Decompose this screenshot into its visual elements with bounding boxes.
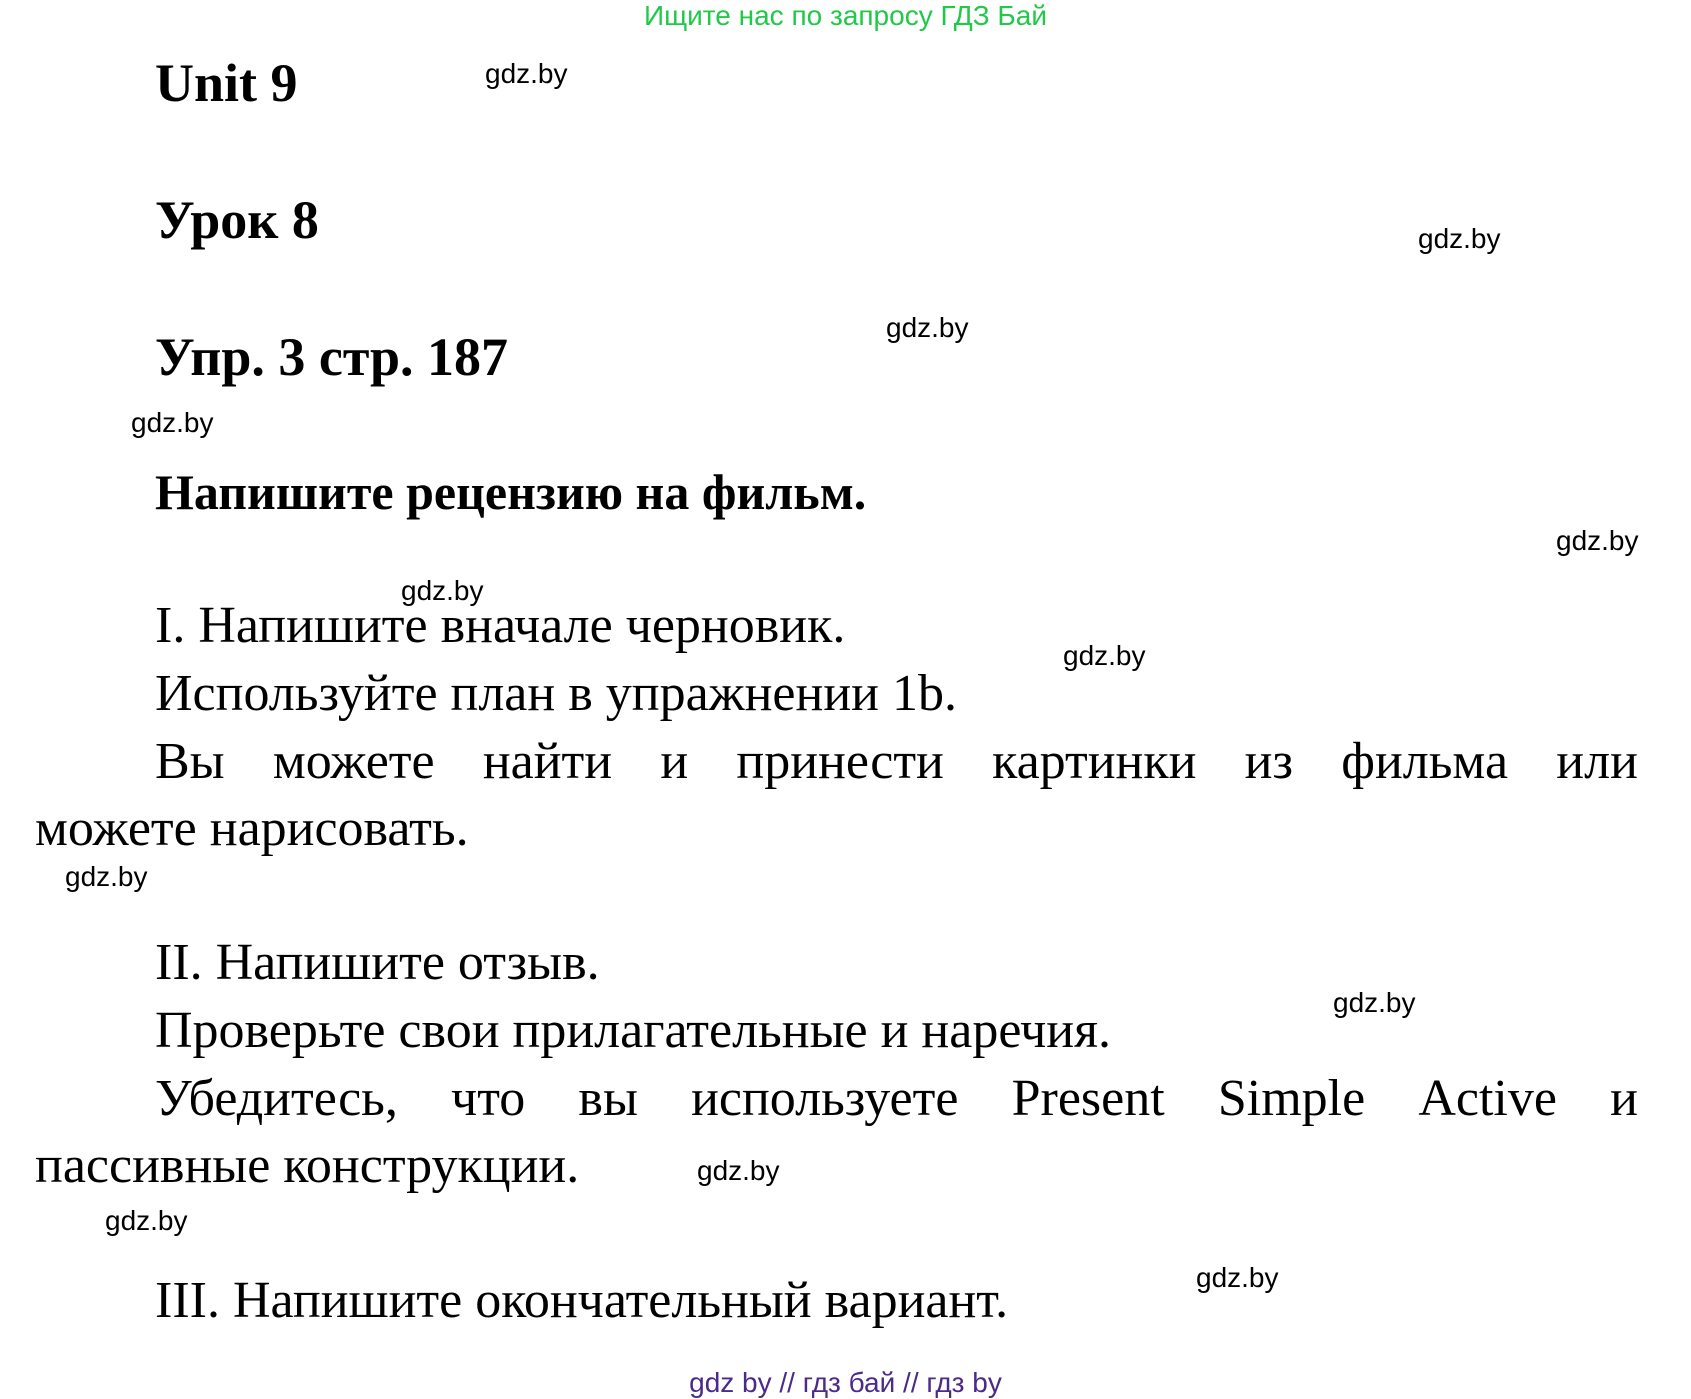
watermark: gdz.by xyxy=(105,1205,188,1236)
watermark: gdz.by xyxy=(131,407,214,438)
task-instruction: Напишите рецензию на фильм. xyxy=(155,464,867,520)
section-1-line-3 xyxy=(155,733,1638,790)
word: Present xyxy=(1011,1070,1165,1127)
word: Active xyxy=(1418,1070,1557,1127)
word: из xyxy=(1244,733,1294,790)
watermark: gdz.by xyxy=(1556,525,1639,556)
word: можете xyxy=(272,733,435,790)
section-2-line-3 xyxy=(155,1070,1638,1127)
footer-links: gdz by // гдз бай // гдз by xyxy=(689,1367,1002,1398)
word: Вы xyxy=(155,733,225,790)
watermark: gdz.by xyxy=(1196,1262,1279,1293)
word: вы xyxy=(578,1070,638,1127)
watermark: gdz.by xyxy=(1418,223,1501,254)
word: фильма xyxy=(1341,733,1509,790)
word: и xyxy=(660,733,689,790)
watermark: gdz.by xyxy=(485,58,568,89)
unit-title: Unit 9 xyxy=(155,53,298,113)
word: или xyxy=(1556,733,1638,790)
section-1-heading: I. Напишите вначале черновик. xyxy=(155,597,846,654)
watermark: gdz.by xyxy=(697,1155,780,1186)
word: найти xyxy=(482,733,613,790)
watermark: gdz.by xyxy=(1333,987,1416,1018)
watermark: gdz.by xyxy=(1063,640,1146,671)
section-1-line-4: можете нарисовать. xyxy=(35,800,469,857)
word: что xyxy=(451,1070,526,1127)
word: принести xyxy=(736,733,944,790)
lesson-title: Урок 8 xyxy=(155,190,319,250)
watermark: gdz.by xyxy=(886,312,969,343)
watermark: gdz.by xyxy=(65,861,148,892)
word: Убедитесь, xyxy=(155,1070,398,1127)
section-1-line-2: Используйте план в упражнении 1b. xyxy=(155,665,957,722)
word: и xyxy=(1610,1070,1638,1127)
section-2-heading: II. Напишите отзыв. xyxy=(155,934,600,991)
section-2-line-4: пассивные конструкции. xyxy=(35,1137,580,1194)
word: используете xyxy=(691,1070,959,1127)
watermark: gdz.by xyxy=(401,575,484,606)
word: картинки xyxy=(992,733,1197,790)
section-2-line-2: Проверьте свои прилагательные и наречия. xyxy=(155,1002,1112,1059)
exercise-title: Упр. 3 стр. 187 xyxy=(155,327,509,387)
word: Simple xyxy=(1217,1070,1366,1127)
section-3-heading: III. Напишите окончательный вариант. xyxy=(155,1272,1009,1329)
search-banner: Ищите нас по запросу ГДЗ Бай xyxy=(643,0,1048,31)
